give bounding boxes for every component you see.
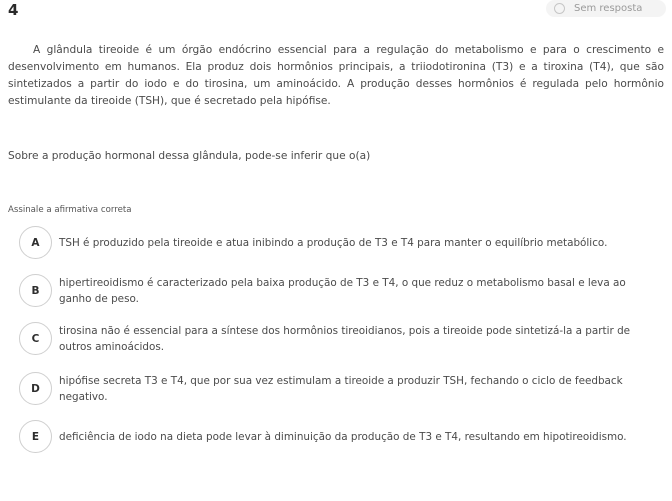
option-d[interactable] bbox=[19, 372, 659, 405]
option-e[interactable] bbox=[19, 420, 659, 453]
empty-circle-icon bbox=[554, 3, 565, 14]
option-text[interactable]: TSH é produzido pela tireoide e atua inibindo a produção de T3 e T4 para manter o equilíbrio metabólico. bbox=[59, 236, 608, 249]
status-label: Sem resposta bbox=[574, 3, 643, 14]
question-statement: A glândula tireoide é um órgão endócrino essencial para a regulação do metabolismo e para o crescimento e desenvolvimento em humanos. Ela produz dois hormônios principais, a triiodotironina (T3) e a tiroxina (T4), que são sintetizados a partir do iodo e do tirosina, um aminoácido. A produção desses hormônios é regulada pelo hormônio estimulante da tireoide (TSH), que é secretado pela hipófise. bbox=[8, 44, 664, 107]
option-text[interactable]: tirosina não é essencial para a síntese dos hormônios tireoidianos, pois a tireoide pode sintetizá-la a partir de outros aminoácidos. bbox=[59, 324, 631, 353]
option-letter-badge[interactable]: B bbox=[19, 274, 52, 307]
answer-status-badge bbox=[546, 0, 666, 17]
option-letter-badge[interactable]: A bbox=[19, 226, 52, 259]
option-text[interactable]: hipófise secreta T3 e T4, que por sua vez estimulam a tireoide a produzir TSH, fechando o ciclo de feedback negativo. bbox=[59, 374, 623, 403]
option-a[interactable] bbox=[19, 226, 659, 259]
option-text[interactable]: hipertireoidismo é caracterizado pela baixa produção de T3 e T4, o que reduz o metabolismo basal e leva ao ganho de peso. bbox=[59, 276, 626, 305]
option-letter-badge[interactable]: E bbox=[19, 420, 52, 453]
option-letter-badge[interactable]: D bbox=[19, 372, 52, 405]
option-letter-badge[interactable]: C bbox=[19, 322, 52, 355]
question-prompt: Sobre a produção hormonal dessa glândula, pode-se inferir que o(a) bbox=[8, 150, 371, 162]
option-text[interactable]: deficiência de iodo na dieta pode levar à diminuição da produção de T3 e T4, resultando em hipotireoidismo. bbox=[59, 430, 627, 443]
question-number: 4 bbox=[8, 1, 19, 19]
option-c[interactable] bbox=[19, 322, 659, 355]
option-b[interactable] bbox=[19, 274, 659, 307]
question-instruction: Assinale a afirmativa correta bbox=[8, 205, 132, 215]
